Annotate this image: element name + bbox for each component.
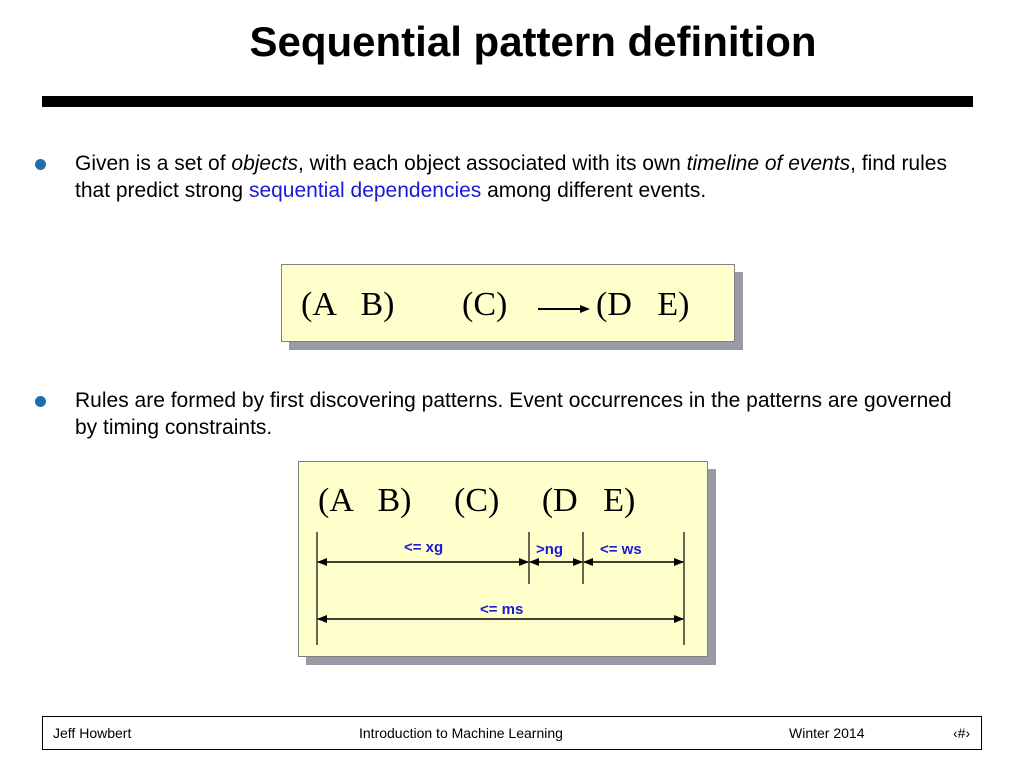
title-divider xyxy=(42,96,973,107)
footer-term: Winter 2014 xyxy=(789,725,865,741)
label-xg: <= xg xyxy=(404,539,444,556)
bullet1-text-b: , with each object associated with its own xyxy=(297,152,687,175)
bullet-item-1 xyxy=(75,150,955,204)
bullet-dot-icon xyxy=(35,159,46,170)
bullet1-text-d: among different events. xyxy=(481,179,707,202)
label-ms: <= ms xyxy=(480,601,524,618)
slide-footer xyxy=(42,716,982,750)
rule-lhs-c: (C) xyxy=(462,286,508,323)
rule-box xyxy=(281,264,735,342)
label-ng: >ng xyxy=(536,541,564,558)
label-ws: <= ws xyxy=(600,541,642,558)
rule-rhs-de: (D E) xyxy=(596,286,690,323)
bullet1-text-c: , find rules that predict strong xyxy=(75,152,947,202)
bullet1-term-objects: objects xyxy=(231,152,298,175)
bullet-item-2 xyxy=(75,387,955,441)
bullet1-term-dependencies: sequential dependencies xyxy=(248,179,482,202)
footer-page-number: ‹#› xyxy=(953,725,971,741)
footer-course: Introduction to Machine Learning xyxy=(359,725,563,741)
bullet-dot-icon xyxy=(35,396,46,407)
rule-lhs-ab: (A B) xyxy=(301,286,395,323)
bullet1-term-timeline: timeline of events xyxy=(686,152,851,175)
pattern-sequence: (A B) (C) (D E) xyxy=(318,482,636,519)
bullet2-text: Rules are formed by first discovering patterns. Event occurrences in the patterns are governed by timing constraints. xyxy=(75,389,952,439)
bullet1-text-a: Given is a set of xyxy=(75,152,232,175)
timing-diagram xyxy=(299,462,709,658)
page-title: Sequential pattern definition xyxy=(249,18,817,65)
timing-constraints-box xyxy=(298,461,708,657)
footer-author: Jeff Howbert xyxy=(53,725,132,741)
